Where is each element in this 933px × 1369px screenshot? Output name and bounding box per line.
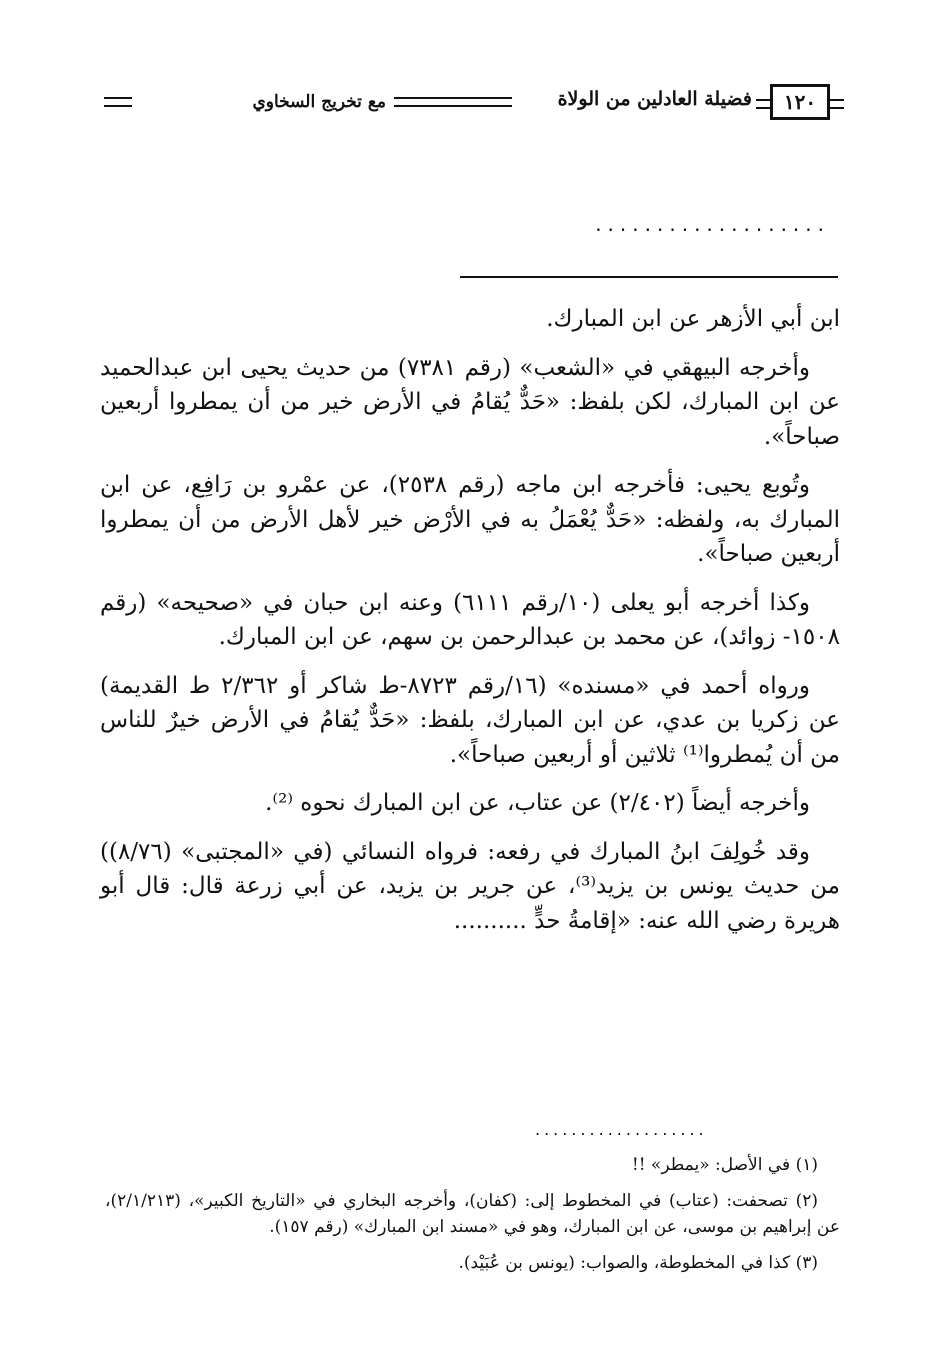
footnote-2: (٢) تصحفت: (عتاب) في المخطوط إلى: (كفان)، وأخرجه البخاري في «التاريخ الكبير»، (٢/١/٢١٣)، عن إبراهيم بن موسى، عن ابن المبارك، وهو في «مسند ابن المبارك» (رقم ١٥٧). [105, 1191, 840, 1237]
main-text [100, 302, 840, 952]
header-rule-middle [394, 97, 512, 107]
page-number-box [770, 84, 830, 120]
separator-line [460, 276, 838, 278]
footnote-1: (١) في الأصل: «يمطر» !! [631, 1155, 818, 1175]
paragraph-4: وكذا أخرجه أبو يعلى (١٠/رقم ٦١١١) وعنه ابن حبان في «صحيحه» (رقم ١٥٠٨- زوائد)، عن محمد بن عبدالرحمن بن سهم، عن ابن المبارك. [100, 589, 840, 650]
paragraph-7-text: وقد خُولِفَ ابنُ المبارك في رفعه: فرواه النسائي (في «المجتبى» (٨/٧٦)) من حديث يونس بن يزيد⁽³⁾، عن جرير بن يزيد، عن أبي زرعة قال: قال أبو هريرة رضي الله عنه: «إقامةُ حدٍّ [100, 838, 840, 934]
page-number: ١٢٠ [783, 90, 817, 114]
paragraph-7-trail: .......... [453, 907, 527, 934]
running-header [100, 84, 830, 124]
paragraph-7 [100, 835, 840, 939]
header-rule-end [104, 97, 132, 107]
footnote-ellipsis: ................... [535, 1120, 708, 1139]
paragraph-6: وأخرجه أيضاً (٢/٤٠٢) عن عتاب، عن ابن المبارك نحوه ⁽²⁾. [265, 790, 810, 816]
book-subtitle: مع تخريج السخاوي [252, 92, 386, 112]
paragraph-1: ابن أبي الأزهر عن ابن المبارك. [546, 306, 840, 332]
paragraph-2: وأخرجه البيهقي في «الشعب» (رقم ٧٣٨١) من حديث يحيى ابن عبدالحميد عن ابن المبارك، لكن بلفظ: «حَدٌّ يُقامُ في الأرض خير من أن يمطروا أربعين صباحاً». [100, 354, 840, 450]
ellipsis-top: ................... [595, 212, 830, 236]
paragraph-3: وتُوبع يحيى: فأخرجه ابن ماجه (رقم ٢٥٣٨)، عن عمْرو بن رَافِع، عن ابن المبارك به، ولفظه: «حَدٌّ يُعْمَلُ به في الأرْض خير لأهل الأرض من أن يمطروا أربعين صباحاً». [100, 472, 840, 567]
footnote-3: (٣) كذا في المخطوطة، والصواب: (يونس بن عُبَيْد). [458, 1253, 818, 1273]
book-title: فضيلة العادلين من الولاة [557, 88, 752, 110]
paragraph-5: ورواه أحمد في «مسنده» (١٦/رقم ٨٧٢٣-ط شاكر أو ٢/٣٦٢ ط القديمة) عن زكريا بن عدي، عن ابن المبارك، بلفظ: «حَدٌّ يُقامُ في الأرض خيرٌ للناس من أن يُمطروا⁽¹⁾ ثلاثين أو أربعين صباحاً». [100, 672, 840, 768]
footnotes [105, 1152, 840, 1286]
